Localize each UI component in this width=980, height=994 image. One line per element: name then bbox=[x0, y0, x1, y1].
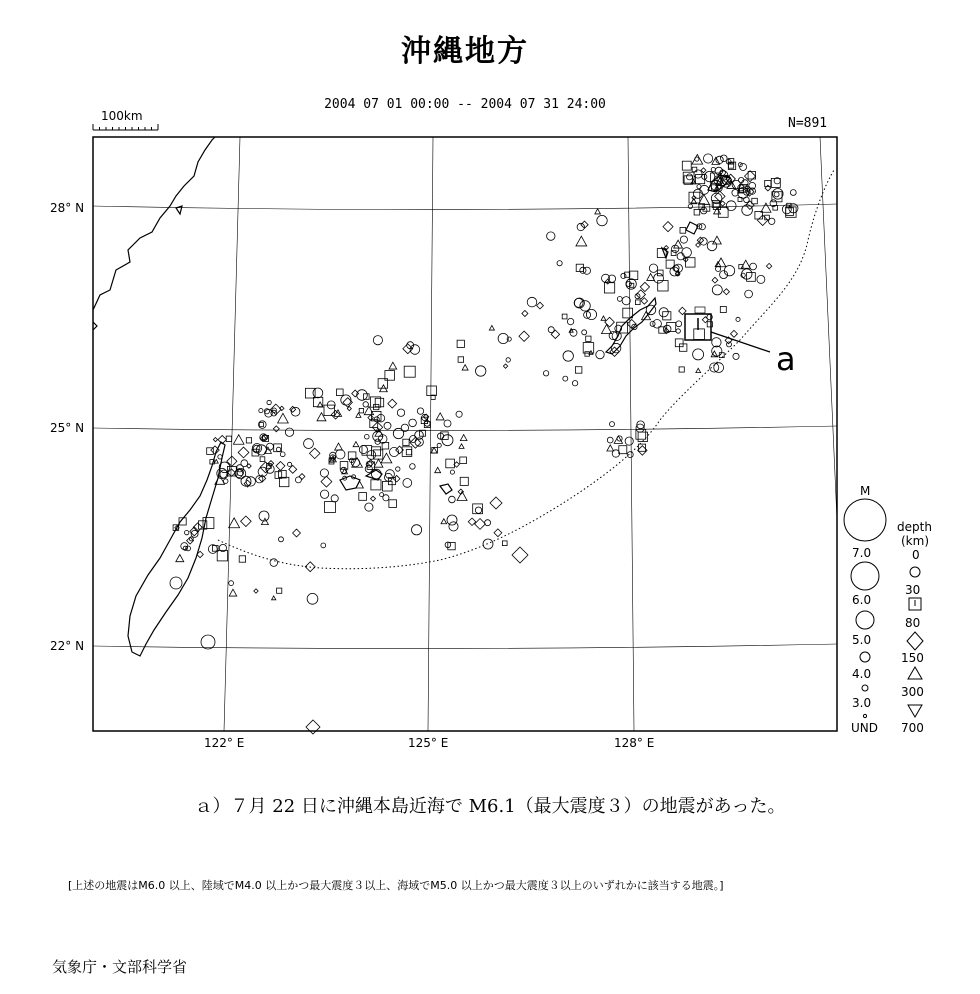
lat-label-25: 25° N bbox=[50, 421, 85, 435]
mag-label-6: 6.0 bbox=[852, 593, 872, 607]
magnitude-legend bbox=[844, 484, 886, 735]
map-frame bbox=[93, 137, 837, 731]
date-range: 2004 07 01 00:00 -- 2004 07 31 24:00 bbox=[324, 97, 606, 112]
lon-label-128: 128° E bbox=[614, 736, 655, 750]
map-title: 沖縄地方 bbox=[401, 34, 529, 69]
annotation-label-a: a bbox=[776, 340, 796, 378]
lat-label-28: 28° N bbox=[50, 201, 85, 215]
depth-label-0: 0 bbox=[912, 548, 920, 562]
und-label: UND bbox=[851, 721, 878, 735]
depth-legend bbox=[897, 520, 932, 735]
event-count: N=891 bbox=[788, 116, 828, 131]
depth-legend-unit: (km) bbox=[901, 534, 930, 548]
depth-legend-title: depth bbox=[897, 520, 932, 534]
magnitude-legend-title: M bbox=[860, 484, 871, 498]
mag-label-4: 4.0 bbox=[852, 667, 872, 681]
depth-label-150: 150 bbox=[901, 651, 924, 665]
depth-label-700: 700 bbox=[901, 721, 924, 735]
mag-label-5: 5.0 bbox=[852, 633, 872, 647]
depth-label-30: 30 bbox=[905, 583, 921, 597]
scale-bar bbox=[93, 124, 158, 130]
depth-label-80: 80 bbox=[905, 616, 921, 630]
selection-criteria-note: [上述の地震はM6.0 以上、陸域でM4.0 以上かつ最大震度３以上、海域でM5.0 以上かつ最大震度３以上のいずれかに該当する地震。] bbox=[68, 879, 724, 892]
agency-credit: 気象庁・文部科学省 bbox=[52, 958, 188, 976]
event-caption: ａ）７月 22 日に沖縄本島近海で M6.1（最大震度３）の地震があった。 bbox=[194, 796, 786, 817]
scale-bar-label: 100km bbox=[101, 109, 143, 123]
lat-label-22: 22° N bbox=[50, 639, 85, 653]
lon-label-122: 122° E bbox=[204, 736, 245, 750]
depth-label-300: 300 bbox=[901, 685, 924, 699]
lon-label-125: 125° E bbox=[408, 736, 449, 750]
mag-label-3: 3.0 bbox=[852, 696, 872, 710]
mag-label-7: 7.0 bbox=[852, 546, 872, 560]
